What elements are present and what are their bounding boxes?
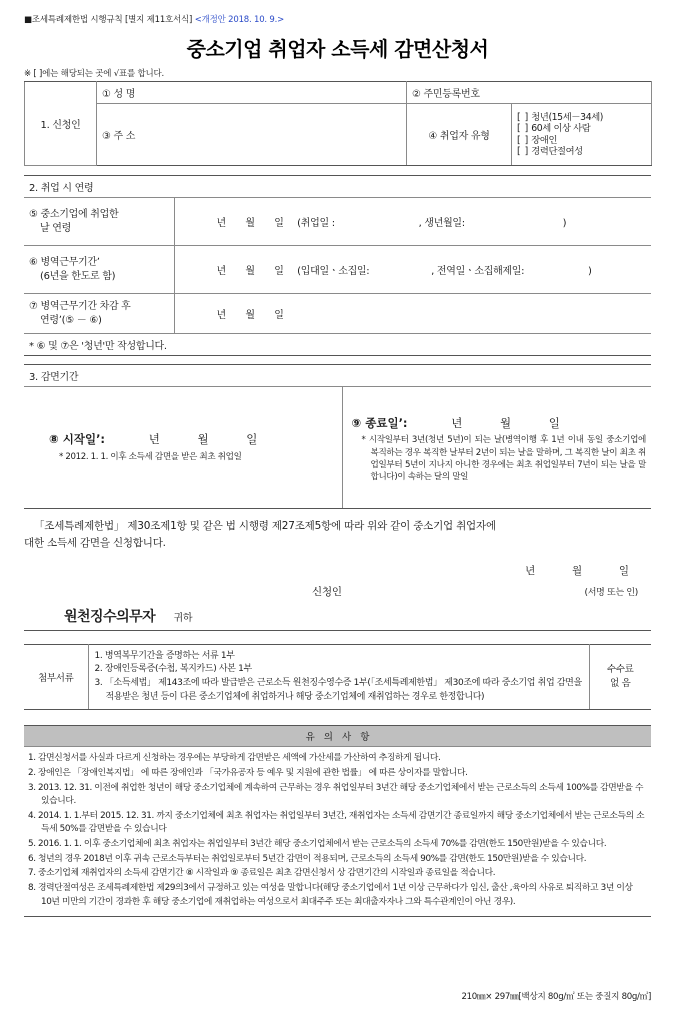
worker-type-option[interactable]: [ ] 60세 이상 사람 — [517, 123, 591, 135]
attachments-table — [24, 644, 651, 711]
section2-table — [24, 175, 651, 356]
table-row — [24, 246, 651, 294]
table-row — [24, 644, 651, 710]
list-item: 1. 감면신청서를 사실과 다르게 신청하는 경우에는 부당하게 감면받은 세액에 가산세를 가산하여 추징하게 됩니다. — [28, 753, 441, 764]
divider — [24, 630, 651, 631]
address-label: ③ 주 소 — [102, 131, 136, 142]
start-date-note: * 2012. 1. 1. 이후 소득세 감면을 받은 최초 취업일 — [59, 452, 242, 463]
list-item: 1. 병역복무기간을 증명하는 서류 1부 — [94, 650, 235, 661]
notice-title: 유 의 사 항 — [24, 725, 651, 747]
table-row — [25, 82, 652, 104]
attachments-list — [88, 644, 589, 710]
list-item: 7. 중소기업체 재취업자의 소득세 감면기간 ⑧ 시작일과 ⑨ 종료일은 최초 감면신청서 상 감면기간의 시작일과 종료일을 적습니다. — [28, 868, 496, 879]
notice-section — [24, 725, 651, 917]
list-item: 6. 청년의 경우 2018년 이후 귀속 근로소득부터는 취업일로부터 5년간 감면이 적용되며, 근로소득의 소득세 90%를 감면(한도 150만원)받을 수 있습니다. — [28, 853, 587, 864]
checkbox-icon[interactable]: [ ] — [517, 145, 529, 157]
table-row — [25, 104, 652, 166]
row5-value[interactable]: 년 월 일 (취업일 : , 생년월일: ) — [174, 198, 651, 246]
row7-value[interactable]: 년 월 일 — [174, 294, 651, 334]
row7-label: ⑦ 병역근무기간 차감 후 연령ʼ(⑤ － ⑥) — [24, 294, 174, 334]
table-row — [24, 294, 651, 334]
list-item: 4. 2014. 1. 1.부터 2015. 12. 31. 까지 중소기업체에 최초 취업자는 취업일부터 3년간, 재취업자는 소득세 감면기간 종료일까지 해당 중소기업체에서 받는 근로소득의 소득세 50%를 감면받을 수 있습니다 — [28, 810, 645, 835]
table-row — [24, 334, 651, 356]
checkbox-icon[interactable]: [ ] — [517, 123, 529, 135]
row6-label: ⑥ 병역근무기간ʼ (6년을 한도로 함) — [24, 246, 174, 294]
attachments-header: 첨부서류 — [24, 644, 88, 710]
declaration-line-2: 대한 소득세 감면을 신청합니다. — [24, 536, 166, 549]
checkbox-icon[interactable]: [ ] — [517, 111, 529, 123]
name-field[interactable] — [97, 82, 407, 104]
list-item: 5. 2016. 1. 1. 이후 중소기업체에 최초 취업자는 취업일부터 3년간 해당 중소기업체에서 받는 근로소득의 소득세 70%를 감면(한도 150만원)받을 수 있습니다. — [28, 839, 607, 850]
signature-row — [24, 584, 651, 602]
end-date-cell[interactable] — [342, 387, 651, 509]
worker-type-options[interactable] — [512, 104, 652, 166]
rrn-field[interactable] — [407, 82, 652, 104]
section2-footnote: * ⑥ 및 ⑦은 '청년'만 작성합니다. — [24, 334, 651, 356]
revision-tag: <개정안 2018. 10. 9.> — [194, 15, 285, 25]
worker-type-label: ④ 취업자 유형 — [407, 104, 512, 166]
row5-label: ⑤ 중소기업에 취업한 날 연령 — [24, 198, 174, 246]
end-date-field[interactable]: ⑨ 종료일ʼ: 년 월 일 — [351, 416, 560, 431]
start-date-cell[interactable] — [24, 387, 342, 509]
rrn-label: ② 주민등록번호 — [412, 89, 480, 100]
declaration-block — [24, 518, 651, 552]
table-row — [24, 365, 651, 387]
worker-type-option[interactable]: [ ] 경력단절여성 — [517, 145, 583, 157]
notice-body — [24, 747, 651, 917]
list-item: 2. 장애인등록증(수첩, 복지카드) 사본 1부 — [94, 664, 252, 675]
checkbox-icon[interactable]: [ ] — [517, 134, 529, 146]
end-date-note: * 시작일부터 3년(청년 5년)이 되는 날(병역이행 후 1년 이내 동일 중소기업에 복직하는 경우 복직한 날부터 2년이 되는 날을 말하며, 그 복직한 날이 최초 취업일부터 5년이 지나지 아니한 경우에는 최초 취업일부터 7년이 되는 날을 말합니다)이 속하는 달의 말일 — [361, 435, 646, 483]
row6-value[interactable]: 년 월 일 (입대일ㆍ소집일: , 전역일ㆍ소집해제일: ) — [174, 246, 651, 294]
list-item: 3. 2013. 12. 31. 이전에 취업한 청년이 해당 중소기업체에 계속하여 근무하는 경우 취업일부터 3년간 해당 중소기업체에서 받는 근로소득의 소득세 100%를 감면받을 수 있습니다. — [28, 782, 644, 807]
address-field[interactable] — [97, 104, 407, 166]
fee-cell: 수수료 없 음 — [589, 644, 651, 710]
page-title: 중소기업 취업자 소득세 감면산청서 — [186, 37, 489, 61]
section3-table — [24, 364, 651, 509]
check-instruction: ※ [ ]에는 해당되는 곳에 √표를 합니다. — [24, 69, 165, 79]
withholding-agent-suffix: 귀하 — [173, 612, 193, 624]
list-item: 2. 장애인은 「장애인복지법」 에 따른 장애인과 「국가유공자 등 예우 및 지원에 관한 법률」 에 따른 상이자를 말합니다. — [28, 767, 468, 778]
section3-heading: 3. 감면기간 — [24, 365, 651, 387]
paper-spec-footer: 210㎜× 297㎜[백상지 80g/㎡ 또는 중질지 80g/㎡] — [461, 992, 651, 1002]
table-row — [24, 198, 651, 246]
list-item: 3. 「소득세법」 제143조에 따라 발급받은 근로소득 원천징수영수증 1부(「조세특례제한법」 제30조에 따라 중소기업 취업 감면을 적용받은 청년 등이 다른 중소기업체에 취업하거나 해당 중소기업체에 재취업하는 경우로 한정합니다) — [94, 677, 582, 702]
table-row — [24, 176, 651, 198]
worker-type-option[interactable]: [ ] 청년(15세－34세) — [517, 111, 604, 123]
withholding-agent-line — [24, 606, 651, 626]
start-date-field[interactable]: ⑧ 시작일ʼ: 년 월 일 — [49, 432, 258, 447]
applicant-signature-label: 신청인 — [312, 585, 342, 598]
section2-heading: 2. 취업 시 연령 — [24, 176, 651, 198]
name-label: ① 성 명 — [102, 89, 136, 100]
form-reference-line — [24, 0, 651, 25]
form-reference-text: ■조세특례제한법 시행규칙 [별지 제11호서식] — [24, 15, 193, 25]
worker-type-option[interactable]: [ ] 장애인 — [517, 134, 558, 146]
signature-or-seal-hint: (서명 또는 인) — [584, 587, 638, 598]
section1-label: 1. 신청인 — [25, 82, 97, 166]
table-row — [24, 387, 651, 509]
section1-table — [24, 81, 652, 166]
withholding-agent-label: 원천징수의무자 — [64, 608, 156, 625]
list-item: 8. 경력단절여성은 조세특례제한법 제29의3에서 규정하고 있는 여성을 말합니다(해당 중소기업에서 1년 이상 근무하다가 임신, 출산 ,육아의 사유로 퇴직하고 3년 이상 10년 미만의 기간이 경과한 후 해당 중소기업에 재취업하는 여성으로서 최대주주 또는 최대출자자나 그와 특수관계인이 아닌 경우). — [28, 882, 633, 907]
signature-date-line[interactable]: 년 월 일 — [525, 564, 629, 577]
declaration-line-1: 「조세특례제한법」 제30조제1항 및 같은 법 시행령 제27조제5항에 따라 위와 같이 중소기업 취업자에 — [34, 520, 496, 532]
